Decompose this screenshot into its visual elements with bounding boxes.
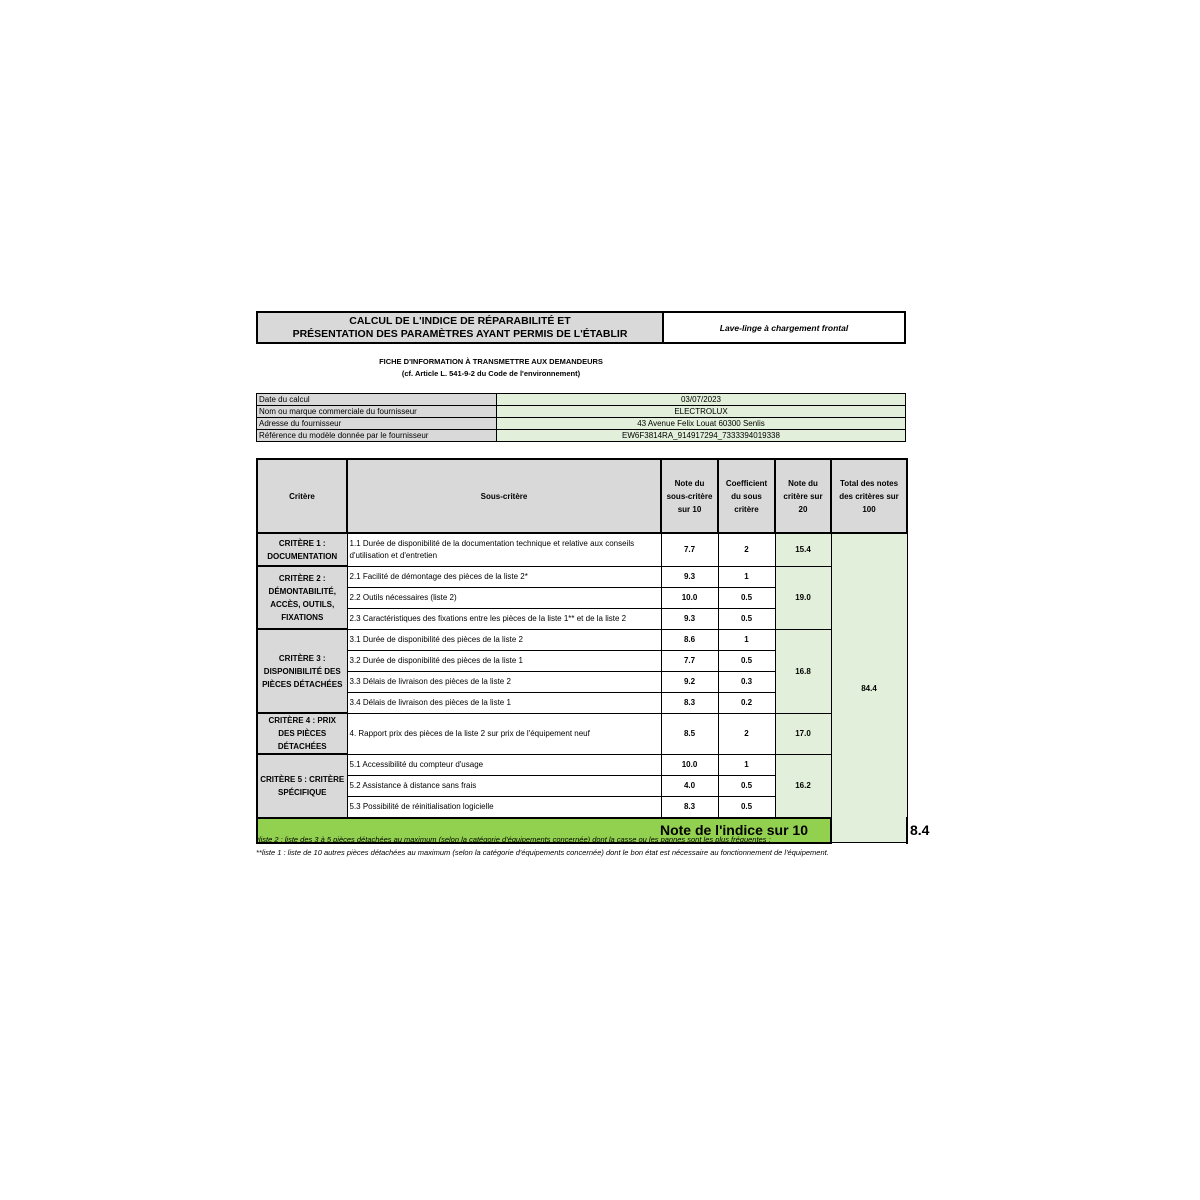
info-row <box>257 418 906 430</box>
criterion-4-score: 17.0 <box>775 713 831 754</box>
criterion-1-score: 15.4 <box>775 533 831 566</box>
col-sous-critere: Sous-critère <box>347 459 661 533</box>
info-label: Référence du modèle donnée par le fournisseur <box>257 430 497 442</box>
fiche-line-1: FICHE D'INFORMATION À TRANSMETTRE AUX DEMANDEURS <box>379 357 603 366</box>
criterion-3-score: 16.8 <box>775 629 831 713</box>
col-critere: Critère <box>257 459 347 533</box>
sub-criterion-coef: 1 <box>718 566 775 587</box>
table-row <box>257 533 907 566</box>
sub-criterion-coef: 2 <box>718 533 775 566</box>
col-total: Total des notes des critères sur 100 <box>831 459 907 533</box>
sub-criterion-coef: 0.5 <box>718 796 775 818</box>
sub-criterion-coef: 1 <box>718 754 775 775</box>
info-value: 03/07/2023 <box>497 394 906 406</box>
sub-criterion-note: 9.2 <box>661 671 718 692</box>
sub-criterion-note: 7.7 <box>661 533 718 566</box>
criterion-5-score: 16.2 <box>775 754 831 818</box>
sub-criterion-label: 1.1 Durée de disponibilité de la documentation technique et relative aux conseils d'utilisation et d'entretien <box>347 533 661 566</box>
sub-criterion-note: 9.3 <box>661 608 718 629</box>
sub-criterion-label: 3.3 Délais de livraison des pièces de la liste 2 <box>347 671 661 692</box>
sub-criterion-note: 8.5 <box>661 713 718 754</box>
table-row <box>257 754 907 775</box>
sub-criterion-note: 10.0 <box>661 754 718 775</box>
sub-criterion-coef: 0.5 <box>718 650 775 671</box>
sub-criterion-coef: 1 <box>718 629 775 650</box>
table-row <box>257 629 907 650</box>
supplier-info-table <box>256 393 906 442</box>
repairability-table <box>256 458 930 844</box>
sub-criterion-note: 4.0 <box>661 775 718 796</box>
criterion-4-label: CRITÈRE 4 : PRIX DES PIÈCES DÉTACHÉES <box>257 713 347 754</box>
sub-criterion-note: 7.7 <box>661 650 718 671</box>
col-note-sous-critere: Note du sous-critère sur 10 <box>661 459 718 533</box>
total-score: 84.4 <box>831 533 907 843</box>
table-row <box>257 566 907 587</box>
sub-criterion-coef: 0.5 <box>718 775 775 796</box>
header-block <box>256 311 906 344</box>
fiche-line-2: (cf. Article L. 541-9-2 du Code de l'environnement) <box>401 369 581 378</box>
sub-criterion-label: 2.1 Facilité de démontage des pièces de la liste 2* <box>347 566 661 587</box>
fiche-heading <box>256 356 726 380</box>
criterion-1-label: CRITÈRE 1 : DOCUMENTATION <box>257 533 347 566</box>
info-value: EW6F3814RA_914917294_7333394019338 <box>497 430 906 442</box>
info-label: Date du calcul <box>257 394 497 406</box>
col-note-critere: Note du critère sur 20 <box>775 459 831 533</box>
sub-criterion-label: 5.3 Possibilité de réinitialisation logicielle <box>347 796 661 818</box>
info-row <box>257 430 906 442</box>
info-row <box>257 406 906 418</box>
sub-criterion-label: 3.1 Durée de disponibilité des pièces de la liste 2 <box>347 629 661 650</box>
title-line-2: PRÉSENTATION DES PARAMÈTRES AYANT PERMIS DE L'ÉTABLIR <box>292 327 628 340</box>
sub-criterion-note: 10.0 <box>661 587 718 608</box>
sub-criterion-coef: 0.5 <box>718 587 775 608</box>
footnote-1: *liste 2 : liste des 3 à 5 pièces détachées au maximum (selon la catégorie d'équipements concernée) dont la casse ou les pannes sont les plus fréquentes ; <box>256 835 771 844</box>
info-value: ELECTROLUX <box>497 406 906 418</box>
sub-criterion-label: 2.3 Caractéristiques des fixations entre les pièces de la liste 1** et de la liste 2 <box>347 608 661 629</box>
sub-criterion-label: 4. Rapport prix des pièces de la liste 2 sur prix de l'équipement neuf <box>347 713 661 754</box>
info-label: Nom ou marque commerciale du fournisseur <box>257 406 497 418</box>
criterion-2-label: CRITÈRE 2 : DÉMONTABILITÉ, ACCÈS, OUTILS, FIXATIONS <box>257 566 347 629</box>
criterion-5-label: CRITÈRE 5 : CRITÈRE SPÉCIFIQUE <box>257 754 347 818</box>
title-line-1: CALCUL DE L'INDICE DE RÉPARABILITÉ ET <box>349 314 571 327</box>
sub-criterion-note: 8.6 <box>661 629 718 650</box>
document-title <box>258 313 664 342</box>
info-value: 43 Avenue Felix Louat 60300 Senlis <box>497 418 906 430</box>
final-score-label: Note de l'indice sur 10 <box>257 818 831 843</box>
product-type: Lave-linge à chargement frontal <box>719 322 849 333</box>
sub-criterion-label: 3.4 Délais de livraison des pièces de la liste 1 <box>347 692 661 713</box>
footnotes <box>256 833 906 859</box>
sub-criterion-label: 3.2 Durée de disponibilité des pièces de la liste 1 <box>347 650 661 671</box>
footnote-2: **liste 1 : liste de 10 autres pièces détachées au maximum (selon la catégorie d'équipements concernée) dont le bon état est nécessaire au fonctionnement de l'équipement. <box>256 848 829 857</box>
sub-criterion-label: 5.1 Accessibilité du compteur d'usage <box>347 754 661 775</box>
table-row <box>257 713 907 754</box>
criterion-3-label: CRITÈRE 3 : DISPONIBILITÉ DES PIÈCES DÉTACHÉES <box>257 629 347 713</box>
sub-criterion-label: 2.2 Outils nécessaires (liste 2) <box>347 587 661 608</box>
sub-criterion-coef: 0.5 <box>718 608 775 629</box>
table-header-row <box>257 459 907 533</box>
criterion-2-score: 19.0 <box>775 566 831 629</box>
sub-criterion-note: 9.3 <box>661 566 718 587</box>
sub-criterion-coef: 0.2 <box>718 692 775 713</box>
sub-criterion-coef: 0.3 <box>718 671 775 692</box>
sub-criterion-coef: 2 <box>718 713 775 754</box>
sub-criterion-note: 8.3 <box>661 796 718 818</box>
final-score-row: Note de l'indice sur 10 8.4 <box>257 818 907 843</box>
info-label: Adresse du fournisseur <box>257 418 497 430</box>
sub-criterion-note: 8.3 <box>661 692 718 713</box>
sub-criterion-label: 5.2 Assistance à distance sans frais <box>347 775 661 796</box>
col-coefficient: Coefficient du sous critère <box>718 459 775 533</box>
info-row <box>257 394 906 406</box>
